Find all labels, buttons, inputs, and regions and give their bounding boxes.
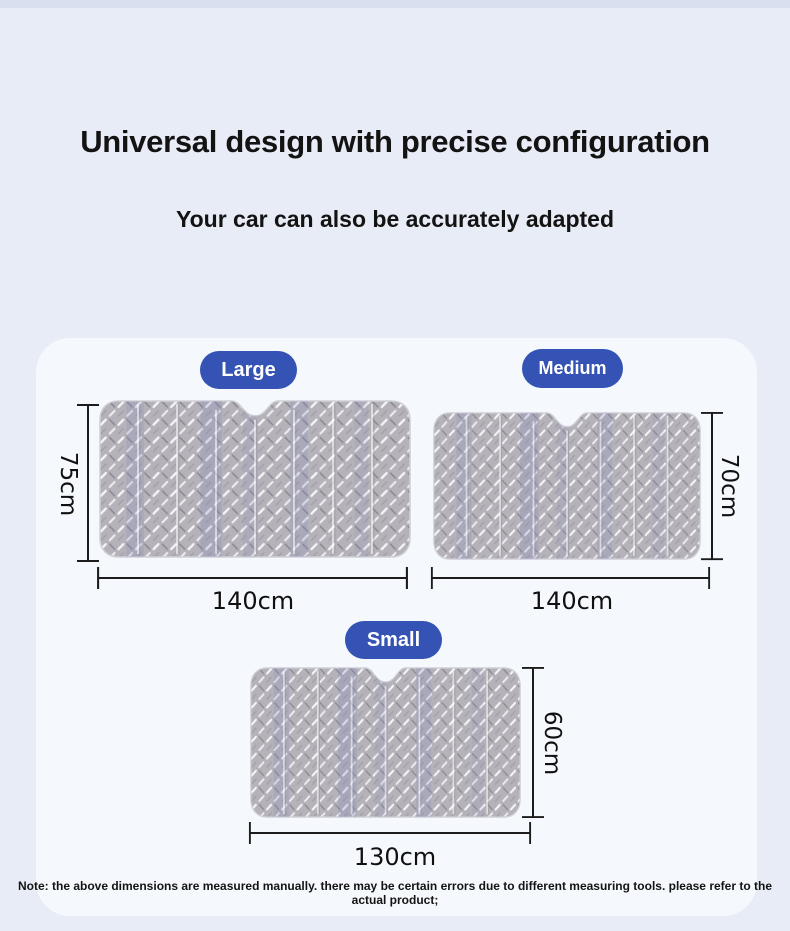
size-badge-small-label: Small (366, 628, 421, 651)
page-title: Universal design with precise configuration (80, 124, 710, 159)
sunshade-image-large (99, 400, 411, 558)
height-dimension-label-medium: 70cm (716, 453, 742, 519)
size-badge-medium (522, 349, 623, 388)
top-strip (0, 0, 790, 8)
size-badge-small (345, 621, 442, 659)
width-dimension-line-small (248, 822, 532, 844)
sunshade-image-small (250, 667, 521, 818)
page-subtitle: Your car can also be accurately adapted (175, 206, 615, 232)
width-dimension-line-medium (430, 567, 711, 589)
height-dimension-label-small: 60cm (539, 710, 565, 776)
size-badge-large-label: Large (221, 358, 276, 381)
size-badge-medium-label: Medium (538, 358, 607, 378)
sunshade-image-medium (433, 412, 701, 560)
size-badge-large (200, 351, 297, 389)
width-dimension-label-large: 140cm (211, 587, 295, 615)
height-dimension-label-large: 75cm (55, 451, 81, 517)
width-dimension-line-large (96, 567, 409, 589)
width-dimension-label-medium: 140cm (530, 587, 614, 615)
measurement-disclaimer-note: Note: the above dimensions are measured manually. there may be certain errors due to different measuring tools. please refer to the actual product; (18, 879, 772, 907)
width-dimension-label-small: 130cm (353, 843, 437, 871)
